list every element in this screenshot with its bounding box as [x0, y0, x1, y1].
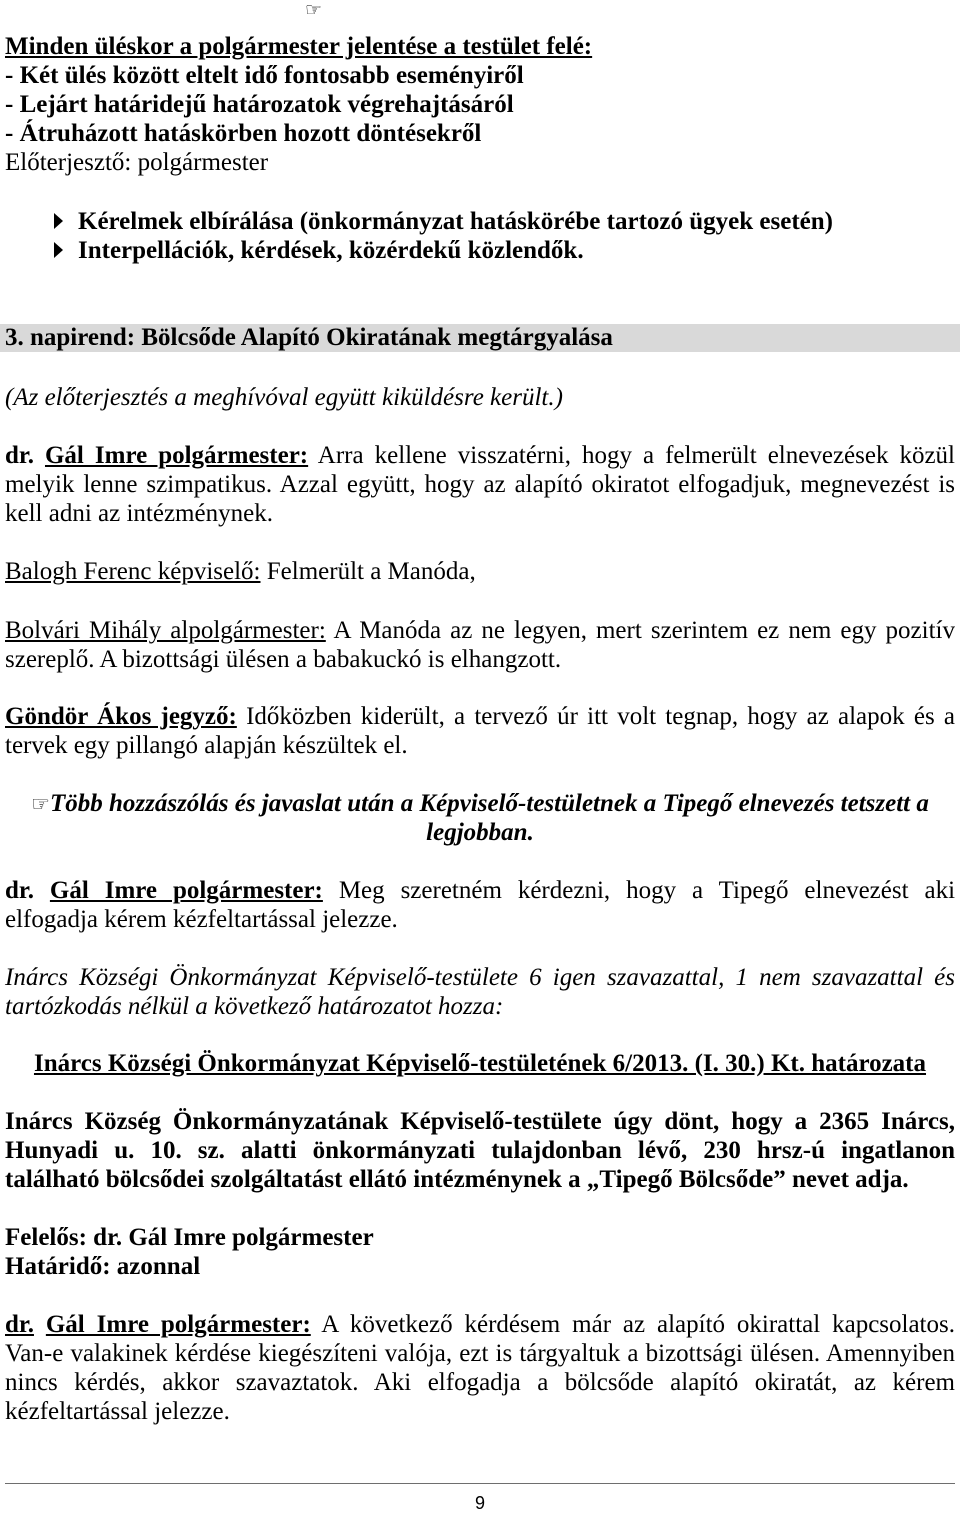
report-item: - Két ülés között eltelt idő fontosabb eseményiről — [5, 62, 524, 89]
speaker-name: Balogh Ferenc képviselő: — [5, 558, 261, 585]
speaker-name: Göndör Ákos jegyző: — [5, 703, 237, 730]
speech-line: Van-e valakinek kérdése kiegészíteni valója, ezt is tárgyaltuk a bizottsági ülésen. Amennyiben — [5, 1340, 955, 1367]
speech-paragraph — [5, 702, 955, 760]
vote-result — [5, 963, 955, 1021]
speech-line — [5, 616, 955, 645]
bullet-item-text: Kérelmek elbírálása (önkormányzat hatáskörébe tartozó ügyek esetén) — [78, 208, 833, 235]
speech-paragraph — [5, 441, 955, 528]
speech-line — [5, 1310, 955, 1339]
speaker-title-prefix: dr. — [5, 877, 34, 904]
speech-text: Arra kellene visszatérni, hogy a felmerült elnevezések közül — [317, 442, 956, 469]
speech-text: A Manóda az ne legyen, mert szerintem ez nem egy pozitív — [333, 617, 955, 644]
bullet-list — [54, 207, 954, 265]
outcome-text: Több hozzászólás és javaslat után a Képviselő-testületnek a Tipegő elnevezés tetszett a — [49, 790, 929, 817]
speaker-name: Gál Imre polgármester: — [49, 877, 323, 904]
speech-line: tervek egy pillangó alapján készültek el. — [5, 732, 408, 759]
vote-line: tartózkodás nélkül a következő határozatot hozza: — [5, 993, 504, 1020]
report-item: - Átruházott hatáskörben hozott döntésekről — [5, 120, 482, 147]
agenda-heading-band — [0, 324, 960, 352]
presenter-line: Előterjesztő: polgármester — [5, 149, 269, 176]
report-item: - Lejárt határidejű határozatok végrehajtásáról — [5, 91, 514, 118]
responsible-line: Felelős: dr. Gál Imre polgármester — [5, 1224, 374, 1251]
speech-text: A következő kérdésem már az alapító okirattal kapcsolatos. — [321, 1311, 955, 1338]
speech-paragraph — [5, 1310, 955, 1426]
resolution-line: Hunyadi u. 10. sz. alatti önkormányzati tulajdonban lévő, 230 hrsz-ú ingatlanon — [5, 1137, 955, 1164]
speech-line: szereplő. A bizottsági ülésen a babakuckó is elhangzott. — [5, 646, 562, 673]
speech-line: kézfeltartással jelezze. — [5, 1398, 230, 1425]
speech-paragraph — [5, 616, 955, 674]
vote-line: Inárcs Községi Önkormányzat Képviselő-testülete 6 igen szavazattal, 1 nem szavazattal és — [5, 964, 955, 991]
resolution-text — [5, 1107, 955, 1194]
speaker-title-prefix: dr. — [5, 1311, 34, 1338]
speech-line: melyik lenne szimpatikus. Azzal együtt, hogy az alapító okiratot elfogadjuk, megnevezést is — [5, 471, 955, 498]
page-number: 9 — [474, 1493, 485, 1513]
agenda-heading: 3. napirend: Bölcsőde Alapító Okiratának megtárgyalása — [5, 324, 613, 351]
agenda-note: (Az előterjesztés a meghívóval együtt kiküldésre került.) — [5, 384, 563, 411]
deadline-line: Határidő: azonnal — [5, 1253, 201, 1280]
arrowhead-bullet-icon — [54, 236, 78, 265]
resolution-line: Inárcs Község Önkormányzatának Képviselő-testülete úgy dönt, hogy a 2365 Inárcs, — [5, 1108, 955, 1135]
speech-text: Időközben kiderült, a tervező úr itt volt tegnap, hogy az alapok és a — [246, 703, 955, 730]
speech-line: elfogadja kérem kézfeltartással jelezze. — [5, 906, 398, 933]
speech-line: kell adni az intézménynek. — [5, 500, 273, 527]
bullet-item-text: Interpellációk, kérdések, közérdekű közlendők. — [78, 237, 584, 264]
outcome-line: legjobban. — [426, 819, 534, 846]
speech-line — [5, 557, 955, 586]
report-title-line — [5, 32, 955, 61]
pointing-hand-icon — [31, 792, 50, 816]
speech-paragraph — [5, 876, 955, 934]
speech-line: nincs kérdés, akkor szavaztatok. Aki elfogadja a bölcsőde alapító okiratát, az kérem — [5, 1369, 955, 1396]
speech-paragraph — [5, 557, 955, 586]
bullet-item — [54, 236, 954, 265]
resolution-meta — [5, 1223, 955, 1281]
speech-line — [5, 876, 955, 905]
speech-text: Felmerült a Manóda, — [266, 558, 476, 585]
speaker-name: Bolvári Mihály alpolgármester: — [5, 617, 326, 644]
speech-text: Meg szeretném kérdezni, hogy a Tipegő elnevezést aki — [338, 877, 956, 904]
report-title: Minden üléskor a polgármester jelentése a testület felé: — [5, 33, 593, 60]
footer-rule — [5, 1483, 955, 1484]
bullet-item — [54, 207, 954, 236]
speaker-name: Gál Imre polgármester: — [44, 442, 309, 469]
mayor-report-section — [5, 32, 955, 177]
pointing-hand-icon — [305, 0, 322, 22]
speaker-title-prefix: dr. — [5, 442, 34, 469]
resolution-line: található bölcsődei szolgáltatást ellátó intézménynek a „Tipegő Bölcsőde” nevet adja. — [5, 1166, 909, 1193]
resolution-title: Inárcs Községi Önkormányzat Képviselő-testületének 6/2013. (I. 30.) Kt. határozata — [33, 1050, 927, 1077]
outcome-line — [5, 789, 955, 818]
arrowhead-bullet-icon — [54, 207, 78, 236]
discussion-outcome — [5, 789, 955, 847]
speech-line — [5, 441, 955, 470]
speech-line — [5, 702, 955, 731]
speaker-name: Gál Imre polgármester: — [45, 1311, 311, 1338]
